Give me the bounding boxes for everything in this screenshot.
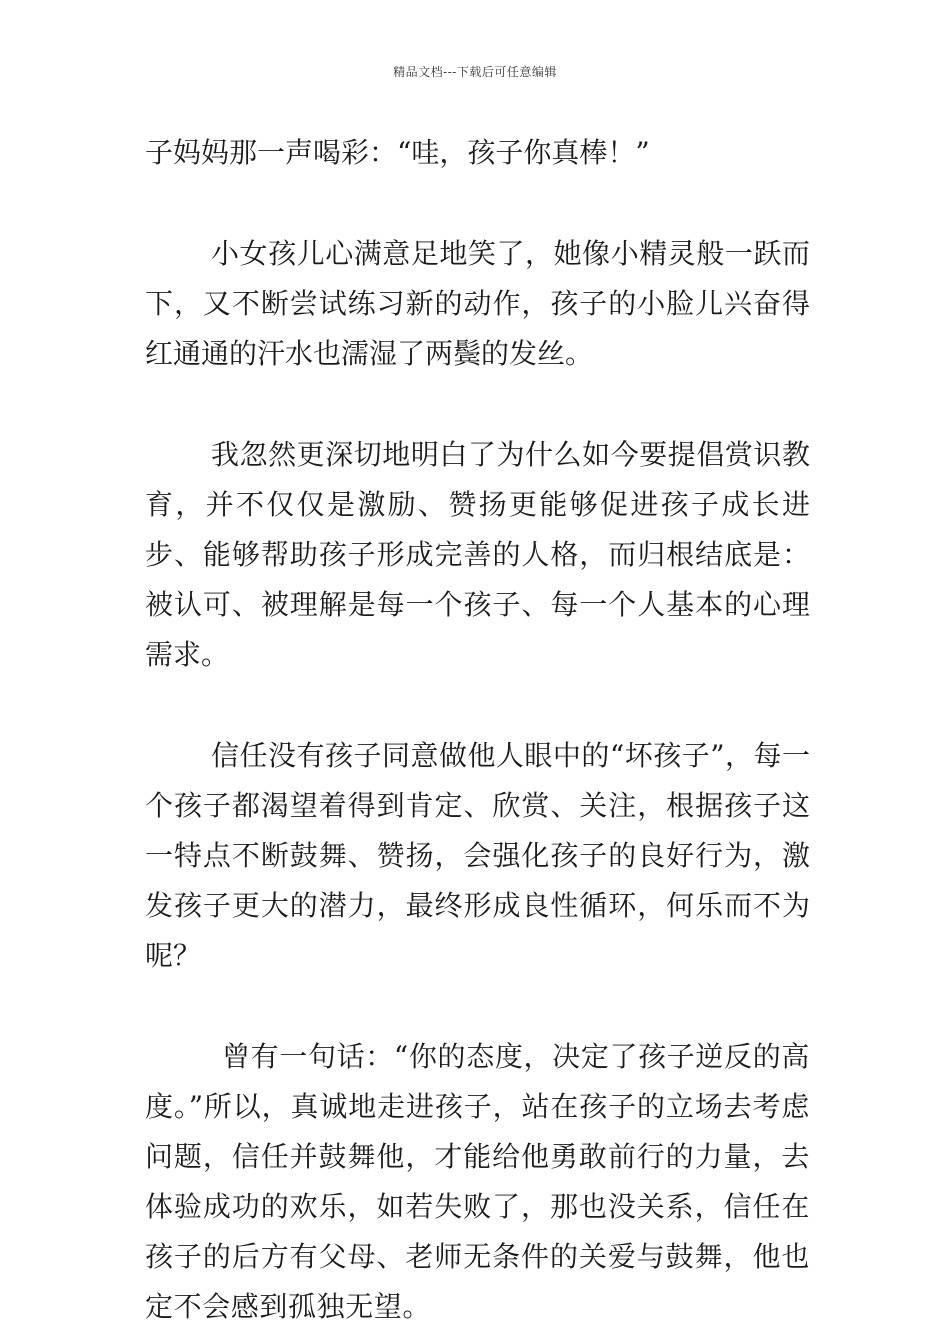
paragraph-4: 信任没有孩子同意做他人眼中的“坏孩子”，每一个孩子都渴望着得到肯定、欣赏、关注，根据孩子这一特点不断鼓舞、赞扬，会强化孩子的良好行为，激发孩子更大的潜力，最终形成良性循环，何乐而不为呢？ <box>145 739 810 972</box>
paragraph-1: 子妈妈那一声喝彩：“哇，孩子你真棒！” <box>145 136 650 169</box>
document-body <box>145 128 810 1332</box>
paragraph-3: 我忽然更深切地明白了为什么如今要提倡赏识教育，并不仅仅是激励、赞扬更能够促进孩子成长进步、能够帮助孩子形成完善的人格，而归根结底是：被认可、被理解是每一个孩子、每一个人基本的心理需求。 <box>145 438 810 671</box>
paragraph-5: 曾有一句话：“你的态度，决定了孩子逆反的高度。”所以，真诚地走进孩子，站在孩子的立场去考虑问题，信任并鼓舞他，才能给他勇敢前行的力量，去体验成功的欢乐，如若失败了，那也没关系，信任在孩子的后方有父母、老师无条件的关爱与鼓舞，他也定不会感到孤独无望。 <box>145 1040 810 1323</box>
page-header: 精品文档---下载后可任意编辑 <box>393 65 557 79</box>
paragraph-2: 小女孩儿心满意足地笑了，她像小精灵般一跃而下，又不断尝试练习新的动作，孩子的小脸儿兴奋得红通通的汗水也濡湿了两鬓的发丝。 <box>145 237 810 370</box>
